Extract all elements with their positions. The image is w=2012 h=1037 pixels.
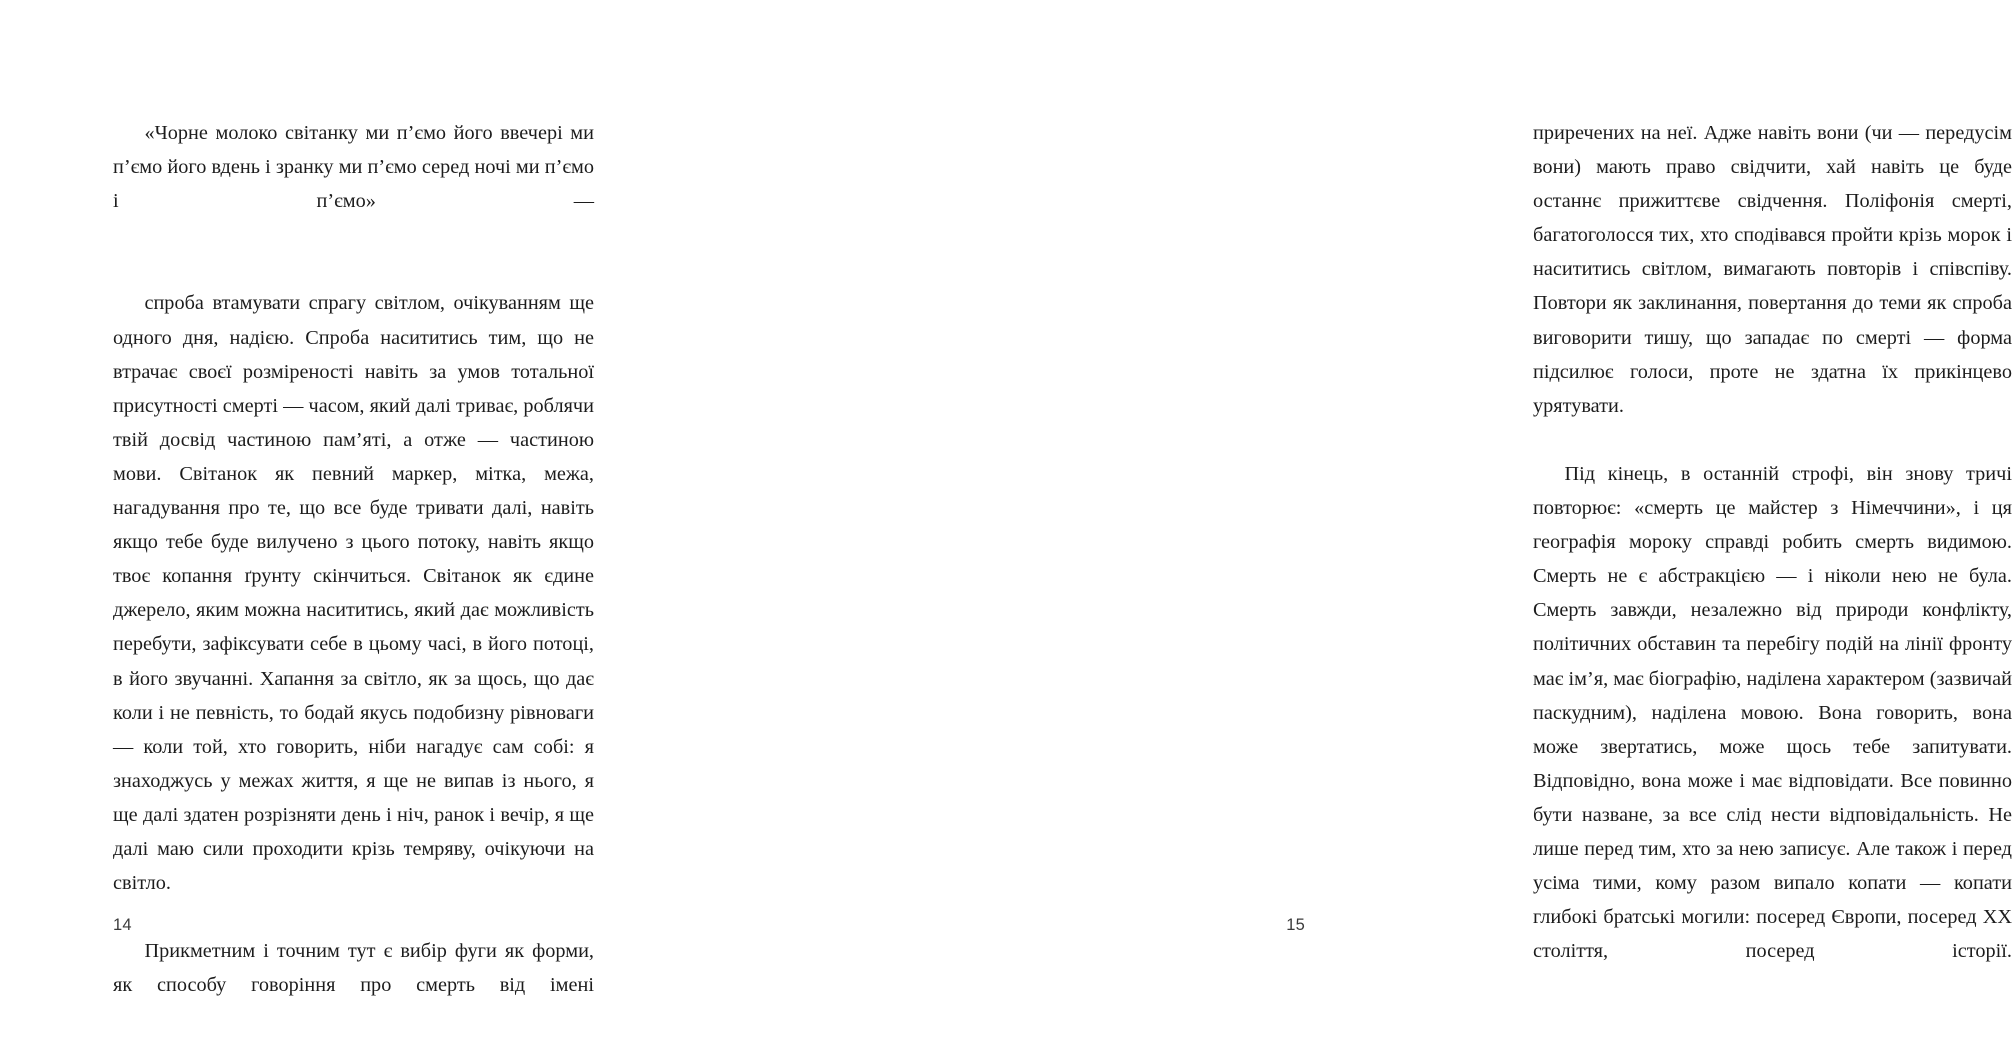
page-number-right: 15: [1286, 915, 1305, 934]
left-page-textblock: [113, 116, 594, 1037]
page-right: [709, 0, 2012, 975]
paragraph-epigraph: «Чорне молоко світанку ми п’ємо його ввечері ми п’ємо його вдень і зранку ми п’ємо серед ночі ми п’ємо і п’ємо» —: [113, 122, 594, 213]
paragraph-body-2: Прикметним і точним тут є вибір фуги як форми, як способу говоріння про смерть від імені: [113, 940, 594, 997]
paragraph-body-4: Під кінець, в останній строфі, він знову тричі повторює: «смерть це майстер з Німеччини», і ця географія мороку справді робить смерть видимою. Смерть не є абстракцією — і ніколи нею не була. Смерть завжди, незалежно від природи конфлікту, політичних обставин та перебігу подій на лінії фронту має ім’я, має біографію, наділена характером (зазвичай паскудним), наділена мовою. Вона говорить, вона може звертатись, може щось тебе запитувати. Відповідно, вона може і має відповідати. Все повинно бути назване, за все слід нести відповідальність. Не лише перед тим, хто за нею записує. Але також і перед усіма тими, кому разом випало копати — копати глибокі братські могили: посеред Європи, посеред XX століття, посеред історії.: [1533, 462, 2012, 963]
page-left: [0, 0, 709, 997]
paragraph-body-3: приречених на неї. Адже навіть вони (чи — передусім вони) мають право свідчити, хай навіть це буде останнє прижиттєве свідчення. Поліфонія смерті, багатоголосся тих, хто сподівався пройти крізь морок і насититись світлом, вимагають повторів і співспіву. Повтори як заклинання, повертання до теми як спроба виговорити тишу, що западає по смерті — форма підсилює голоси, проте не здатна їх прикінцево урятувати.: [1533, 122, 2012, 417]
paragraph-body-1: спроба втамувати спрагу світлом, очікуванням ще одного дня, надією. Спроба насититись тим, що не втрачає своєї розміреності навіть за умов тотальної присутності смерті — часом, який далі триває, роблячи твій досвід частиною пам’яті, а отже — частиною мови. Світанок як певний маркер, мітка, межа, нагадування про те, що все буде тривати далі, навіть якщо тебе буде вилучено з цього потоку, навіть якщо твоє копання ґрунту скінчиться. Світанок як єдине джерело, яким можна насититись, який дає можливість перебути, зафіксувати себе в цьому часі, в його потоці, в його звучанні. Хапання за світло, як за щось, що дає коли і не певність, то бодай якусь подобизну рівноваги — коли той, хто говорить, ніби нагадує сам собі: я знаходжусь у межах життя, я ще не випав із нього, я ще далі здатен розрізняти день і ніч, ранок і вечір, я ще далі маю сили проходити крізь темряву, очікуючи на світло.: [113, 292, 594, 895]
page-number-left: 14: [113, 915, 132, 934]
right-page-textblock: [1533, 116, 2012, 1002]
